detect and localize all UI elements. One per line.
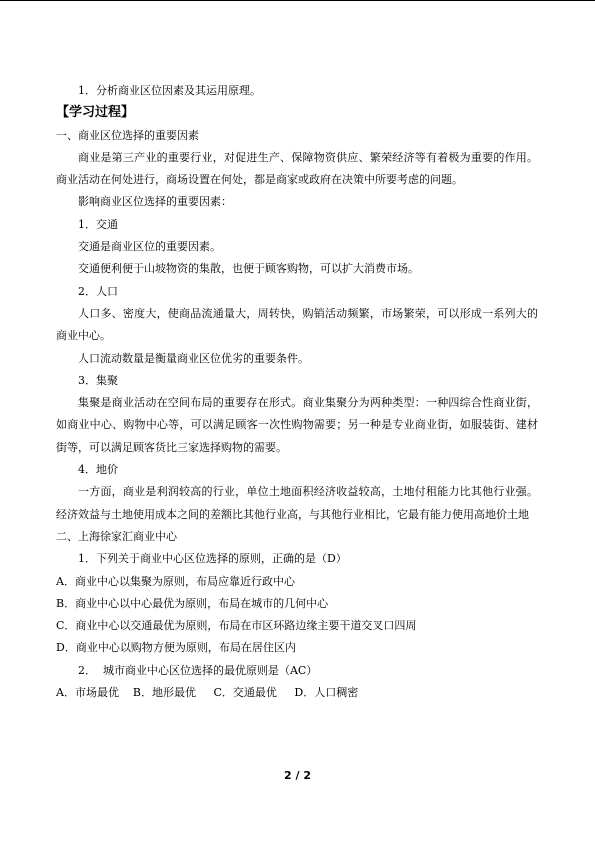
question-2-options: A．市场最优 B．地形最优 C．交通最优 D．人口稠密: [56, 686, 359, 700]
objective-item: 1．分析商业区位因素及其运用原理。: [78, 84, 261, 97]
factor-title-land-price: 4．地价: [78, 463, 118, 477]
page-number: 2 / 2: [284, 769, 311, 782]
question-1-option-d: D．商业中心以购物方便为原则，布局在居住区内: [56, 641, 296, 655]
factor-title-transport: 1．交通: [78, 217, 118, 231]
factor-text: 交通便利便于山坡物资的集散，也便于顾客购物，可以扩大消费市场。: [78, 262, 419, 276]
section-title-factors: 一、商业区位选择的重要因素: [56, 128, 199, 142]
factor-text: 一方面，商业是利润较高的行业，单位土地面积经济收益较高，土地付租能力比其他行业强。经济效益与土地使用成本之间的差额比其他行业高，与其他行业相比，它最有能力使用高地价土地: [56, 485, 538, 521]
document-body: [56, 80, 538, 704]
paragraph-factors-lead: 影响商业区位选择的重要因素：: [78, 195, 232, 209]
question-1-option-b: B．商业中心以中心最优为原则，布局在城市的几何中心: [56, 596, 329, 610]
factor-text: 人口流动数量是衡量商业区位优劣的重要条件。: [78, 351, 309, 365]
header-rule: [0, 0, 595, 1]
factor-title-agglomeration: 3．集聚: [78, 373, 118, 387]
factor-text: 集聚是商业活动在空间布局的重要存在形式。商业集聚分为两种类型：一种四综合性商业街，如商业中心、购物中心等，可以满足顾客一次性购物需要；另一种是专业商业街，如服装街、建材街等，可以满足顾客货比三家选择购物的需要。: [56, 396, 538, 454]
question-2: 2． 城市商业中心区位选择的最优原则是（AC）: [78, 663, 318, 677]
question-1-option-c: C．商业中心以交通最优为原则，布局在市区环路边缘主要干道交叉口四周: [56, 619, 417, 633]
factor-text: 人口多、密度大，使商品流通量大，周转快，购销活动频繁，市场繁荣，可以形成一系列大的商业中心。: [56, 306, 538, 343]
factor-title-population: 2．人口: [78, 284, 118, 298]
question-1-option-a: A．商业中心以集聚为原则，布局应靠近行政中心: [56, 574, 295, 588]
paragraph-intro: 商业是第三产业的重要行业，对促进生产、保障物资供应、繁荣经济等有着极为重要的作用。商业活动在何处进行，商场设置在何处，都是商家或政府在决策中所要考虑的问题。: [56, 150, 538, 187]
question-1: 1．下列关于商业中心区位选择的原则，正确的是（D）: [78, 552, 347, 566]
section-title-xujiahui: 二、上海徐家汇商业中心: [56, 529, 177, 543]
learning-process-heading: 【学习过程】: [56, 105, 135, 121]
factor-text: 交通是商业区位的重要因素。: [78, 240, 221, 254]
